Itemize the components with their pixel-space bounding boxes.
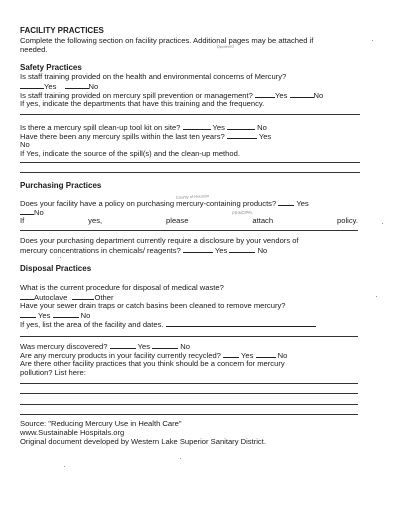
safety-q2-text: Is staff training provided on mercury spill prevention or management? (20, 91, 253, 100)
footer-website: www.Sustainable Hospitals.org (20, 428, 125, 437)
purchasing-policy-line (20, 216, 358, 225)
safety-q6-answer-line-2[interactable] (20, 172, 360, 173)
safety-q1-no-label: No (88, 82, 99, 91)
disposal-heading: Disposal Practices (20, 264, 92, 273)
safety-q6: If Yes, indicate the source of the spill(s) and the clean-up method. (20, 149, 240, 158)
disposal-q6-answer-line-4[interactable] (20, 414, 358, 415)
scan-speck (64, 466, 65, 467)
safety-q4-no-label: No (257, 123, 267, 132)
autoclave-label: Autoclave (34, 293, 68, 302)
purchasing-q1-no-blank[interactable] (20, 207, 34, 215)
purchasing-q2-line-2 (20, 245, 267, 255)
other-label: Other (94, 293, 114, 302)
safety-q4-text: Is there a mercury spill clean-up tool kit on site? (20, 123, 181, 132)
disposal-q4-no-label: No (180, 342, 190, 351)
intro-line-2: needed. (20, 45, 48, 54)
footer-source: Source: "Reducing Mercury Use in Health Care" (20, 419, 182, 428)
principal-stamp: PRINCIPAL (231, 209, 253, 216)
disposal-q2-yes-blank[interactable] (20, 310, 36, 318)
safety-q2-no-label: No (313, 91, 324, 100)
intro-line-1: Complete the following section on facility practices. Additional pages may be attached if (20, 36, 314, 45)
purchasing-policy-answer-line[interactable] (20, 230, 358, 231)
disposal-q2-yes-label: Yes (37, 311, 51, 320)
safety-q3-answer-line[interactable] (20, 114, 360, 115)
disposal-q2: Have your sewer drain traps or catch basins been cleaned to remove mercury? (20, 301, 286, 310)
disposal-q3-text: If yes, list the area of the facility and dates. (20, 320, 164, 329)
purchasing-q2-yes-label: Yes (214, 246, 228, 255)
purchasing-q1-no-label: No (34, 208, 44, 217)
safety-q2-yes-blank[interactable] (255, 90, 275, 98)
disposal-q3-answer-line[interactable] (20, 336, 358, 337)
safety-q1-yes-blank[interactable] (20, 81, 44, 89)
footer-credit: Original document developed by Western Lake Superior Sanitary District. (20, 437, 266, 446)
policy-word-3: please (166, 216, 189, 225)
disposal-q6-line-2: pollution? List here: (20, 368, 86, 377)
safety-q2-yes-label: Yes (274, 91, 288, 100)
page-title: FACILITY PRACTICES (20, 26, 104, 35)
purchasing-q1-yes-blank[interactable] (278, 198, 294, 206)
safety-q4-yes-label: Yes (212, 123, 225, 132)
disposal-q6-answer-line-3[interactable] (20, 404, 358, 405)
disposal-q2-no-label: No (80, 311, 91, 320)
disposal-q5-yes-label: Yes (241, 351, 254, 360)
safety-q5-yes-blank[interactable] (227, 131, 257, 139)
purchasing-q2-no-label: No (257, 246, 268, 255)
purchasing-q1-text: Does your facility have a policy on purchasing mercury-containing products? (20, 199, 277, 208)
disposal-q5-text: Are any mercury products in your facility currently recycled? (20, 351, 221, 360)
disposal-q6-answer-line-1[interactable] (20, 383, 358, 384)
safety-q4-no-blank[interactable] (227, 122, 255, 130)
safety-heading: Safety Practices (20, 63, 82, 72)
disposal-q1: What is the current procedure for disposal of medical waste? (20, 283, 224, 292)
scan-speck (60, 257, 61, 258)
safety-q1-yes-label: Yes (44, 82, 57, 91)
policy-word-5: policy. (337, 216, 358, 225)
disposal-q4-yes-label: Yes (137, 342, 150, 351)
disposal-q4-yes-blank[interactable] (110, 341, 136, 349)
safety-q4-yes-blank[interactable] (183, 122, 211, 130)
autoclave-blank[interactable] (20, 292, 34, 300)
disposal-q6-answer-line-2[interactable] (20, 393, 358, 394)
purchasing-q2-yes-blank[interactable] (183, 245, 213, 253)
scan-speck (180, 458, 181, 459)
county-stamp: County of Houston (175, 193, 210, 200)
disposal-q6-line-1: Are there other facility practices that you think should be a concern for mercury (20, 359, 285, 368)
safety-q3: If yes, indicate the departments that have this training and the frequency. (20, 99, 265, 108)
disposal-q2-no-blank[interactable] (53, 310, 79, 318)
purchasing-q2-text: mercury concentrations in chemicals/ reagents? (20, 246, 181, 255)
purchasing-heading: Purchasing Practices (20, 181, 102, 190)
other-blank[interactable] (72, 292, 94, 300)
policy-word-4: attach (252, 216, 274, 225)
safety-q1: Is staff training provided on the health and environmental concerns of Mercury? (20, 72, 287, 81)
disposal-q5-yes-blank[interactable] (223, 350, 239, 358)
safety-q2-no-blank[interactable] (290, 90, 314, 98)
scan-speck (376, 296, 377, 297)
disposal-q3 (20, 319, 316, 329)
disposal-q4-text: Was mercury discovered? (20, 342, 108, 351)
received-stamp: Received (216, 43, 234, 50)
scan-speck (372, 40, 373, 41)
safety-q6-answer-line-1[interactable] (20, 162, 360, 163)
purchasing-q1-yes-label: Yes (296, 199, 309, 208)
policy-word-2: yes, (88, 216, 103, 225)
policy-word-1: If (20, 216, 25, 225)
safety-q5-yes-label: Yes (258, 132, 272, 141)
disposal-q3-answer-blank[interactable] (166, 319, 316, 327)
disposal-q5-no-label: No (277, 351, 288, 360)
purchasing-q2-line-1: Does your purchasing department currently require a disclosure by your vendors of (20, 236, 299, 245)
safety-q1-no-blank[interactable] (65, 81, 89, 89)
scan-speck (382, 223, 383, 224)
disposal-q5-no-blank[interactable] (256, 350, 276, 358)
safety-q5-no-label: No (20, 140, 30, 149)
safety-q5 (20, 131, 271, 141)
purchasing-q2-no-blank[interactable] (229, 245, 255, 253)
purchasing-q1 (20, 198, 309, 208)
disposal-q4-no-blank[interactable] (152, 341, 178, 349)
safety-q5-text: Have there been any mercury spills within the last ten years? (20, 132, 225, 141)
